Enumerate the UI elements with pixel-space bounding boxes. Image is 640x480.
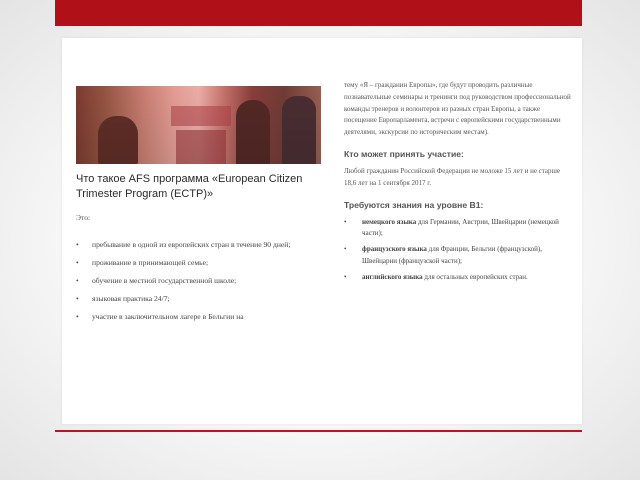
list-item: • немецкого языка для Германии, Австрии, Швейцарии (немецкой части); <box>344 217 559 238</box>
right-column <box>344 80 572 288</box>
footer-line <box>55 430 582 432</box>
list-item: • проживание в принимающей семье; <box>76 258 209 267</box>
program-title: Что такое AFS программа «European Citizen Trimester Program (ECTP)» <box>76 173 303 200</box>
document-page <box>62 38 582 424</box>
europe-collage-photo <box>76 86 321 164</box>
intro-text: Это: <box>76 213 91 222</box>
list-item: • языковая практика 24/7; <box>76 294 170 303</box>
list-item: • обучение в местной государственной школе; <box>76 276 237 285</box>
list-item: • французского языка для Франции, Бельгии (французской), Швейцарии (французской части); <box>344 245 542 265</box>
eligibility-text: Любой гражданин Российской Федерации не моложе 15 лет и не старше 18,6 лет на 1 сентября 2017 г. <box>344 166 561 187</box>
continuation-text: тему «Я – гражданин Европы», где будут проводить различные познавательные семинары и тренинги под руководством профессиональной команды тренеров и волонтеров из разных стран Европы, а также посещение Европарламента, встречи с европейскими государственными деятелями, экскурсии по историческим местам). <box>344 81 571 137</box>
left-column <box>76 172 326 328</box>
header-bar <box>55 0 582 26</box>
language-requirements-heading: Требуются знания на уровне В1: <box>344 199 484 210</box>
language-requirements-list <box>344 217 572 284</box>
list-item: • участие в заключительном лагере в Бельгии на <box>76 312 244 321</box>
who-can-apply-heading: Кто может принять участие: <box>344 148 464 159</box>
program-features-list <box>76 238 326 323</box>
list-item: • английского языка для остальных европейских стран. <box>344 272 528 281</box>
list-item: • пребывание в одной из европейских стран в течение 90 дней; <box>76 240 291 249</box>
